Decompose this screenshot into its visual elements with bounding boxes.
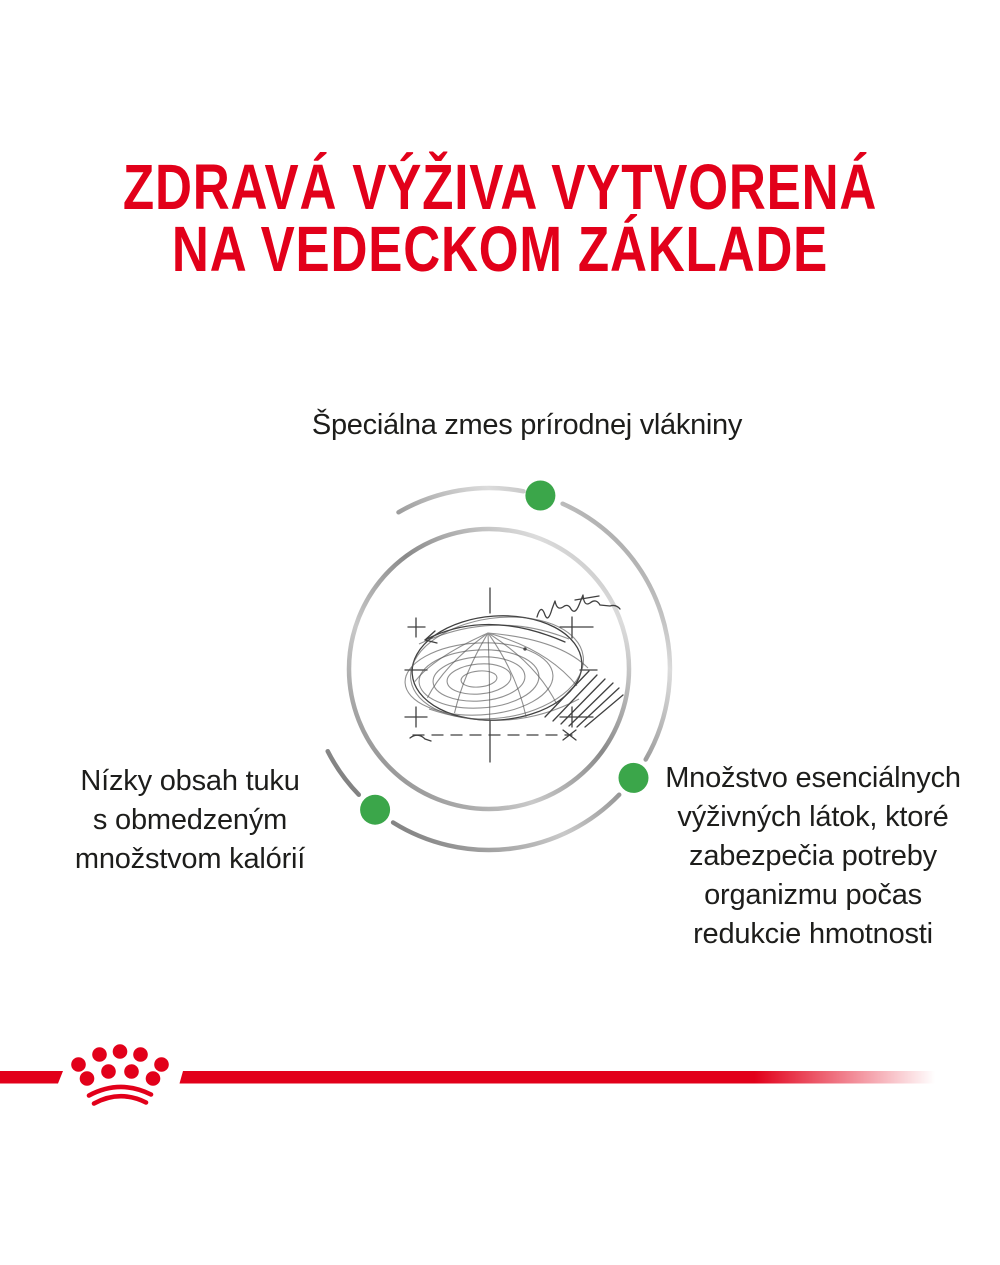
outer-arc-bottom [393, 795, 619, 850]
left-label-line: Nízky obsah tuku [80, 765, 300, 797]
red-rule-left [0, 1071, 63, 1084]
left-label-line: množstvom kalórií [74, 843, 306, 875]
royal-canin-crown-logo [71, 1044, 169, 1103]
diagram-label-right [648, 759, 978, 954]
outer-arc-right [563, 504, 670, 760]
feature-dot-top [525, 481, 555, 511]
right-label-line: zabezpečia potreby [689, 840, 937, 872]
outer-arc-top-left [399, 488, 524, 512]
right-label-line: výživných látok, ktoré [677, 801, 949, 833]
footer [0, 1040, 1000, 1120]
diagram-label-left [60, 762, 320, 879]
right-label-line: redukcie hmotnosti [693, 918, 933, 950]
feature-dot-left [360, 795, 390, 825]
right-label-line: Množstvo esenciálnych [665, 762, 961, 794]
feature-dot-right [619, 763, 649, 793]
left-label-line: s obmedzeným [92, 804, 288, 836]
red-rule-right [180, 1071, 936, 1084]
kibble-diagram [279, 459, 699, 879]
outer-arc-left [328, 751, 359, 795]
title-line-2: NA VEDECKOM ZÁKLADE [171, 213, 829, 285]
diagram-label-top: Špeciálna zmes prírodnej vlákniny [311, 409, 743, 441]
right-label-line: organizmu počas [704, 879, 922, 911]
page-title [0, 151, 1000, 285]
kibble-sketch [403, 588, 623, 762]
title-line-1: ZDRAVÁ VÝŽIVA VYTVORENÁ [122, 151, 878, 223]
